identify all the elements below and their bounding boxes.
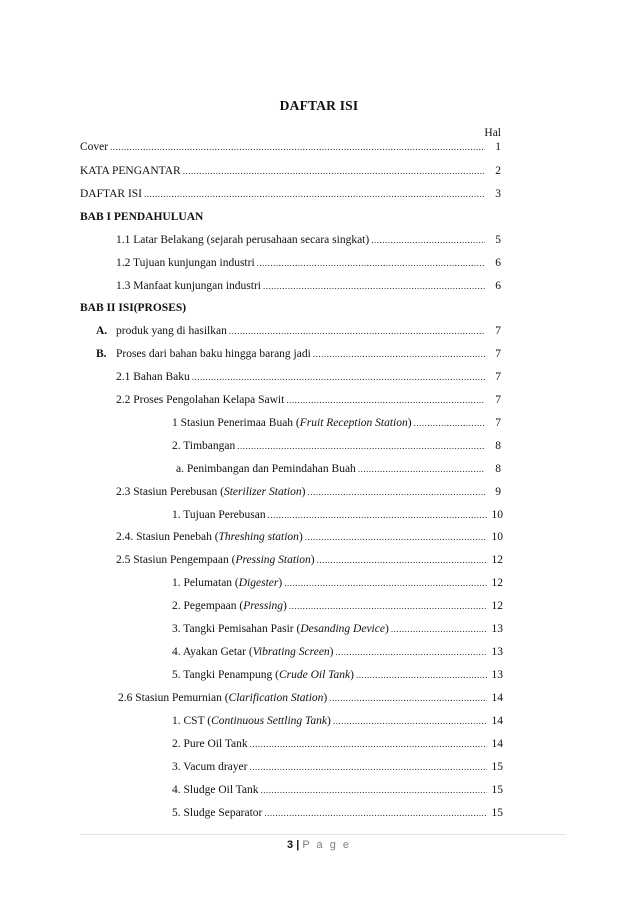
toc-entry xyxy=(116,530,503,544)
toc-entry-text: 5. Tangki Penampung ( xyxy=(172,669,279,681)
toc-dot-leader xyxy=(237,439,485,453)
toc-entry-english-term: Digester xyxy=(238,577,279,589)
toc-page-number: 2 xyxy=(495,165,501,177)
toc-entry xyxy=(80,164,501,178)
toc-entry xyxy=(116,485,501,499)
toc-dot-leader xyxy=(391,622,487,636)
toc-entry-text: ) xyxy=(278,577,283,589)
toc-entry xyxy=(172,806,503,820)
toc-entry-english-term: Fruit Reception Station xyxy=(299,417,408,429)
toc-page-number: 13 xyxy=(491,623,503,635)
toc-entry-text: BAB II ISI(PROSES) xyxy=(80,302,187,314)
toc-dot-leader xyxy=(307,485,485,499)
toc-entry-text: 2. Pure Oil Tank xyxy=(172,738,248,750)
toc-entry-label xyxy=(116,485,305,499)
toc-entry xyxy=(172,645,503,659)
toc-entry-label xyxy=(172,416,412,430)
toc-entry xyxy=(80,187,501,201)
toc-page-number: 7 xyxy=(495,348,501,360)
toc-entry-text: a. Penimbangan dan Pemindahan Buah xyxy=(176,463,356,475)
toc-entry-label xyxy=(116,530,303,544)
toc-entry-text: KATA PENGANTAR xyxy=(80,165,181,177)
toc-dot-leader xyxy=(110,140,485,154)
toc-entry-text: 2.4. Stasiun Penebah ( xyxy=(116,531,219,543)
toc-entry-text: produk yang di hasilkan xyxy=(116,325,227,337)
toc-dot-leader xyxy=(371,233,485,247)
footer-divider xyxy=(80,834,566,835)
toc-dot-leader xyxy=(286,393,485,407)
toc-entry-text: ) xyxy=(326,715,331,727)
page-column-header: Hal xyxy=(484,127,501,139)
toc-entry-text: 2.3 Stasiun Perebusan ( xyxy=(116,486,224,498)
toc-dot-leader xyxy=(333,714,487,728)
toc-page-number: 8 xyxy=(495,440,501,452)
toc-dot-leader xyxy=(305,530,487,544)
toc-page-number: 7 xyxy=(495,417,501,429)
toc-entry xyxy=(116,370,501,384)
toc-dot-leader xyxy=(289,599,487,613)
toc-dot-leader xyxy=(414,416,485,430)
toc-page-number: 12 xyxy=(491,554,503,566)
toc-dot-leader xyxy=(264,806,487,820)
toc-entry xyxy=(116,553,503,567)
toc-dot-leader xyxy=(183,164,485,178)
toc-entry-letter: A. xyxy=(96,325,108,337)
toc-page-number: 15 xyxy=(491,807,503,819)
toc-entry-english-term: Pressing xyxy=(243,600,284,612)
toc-entry-english-term: Crude Oil Tank xyxy=(278,669,351,681)
toc-entry xyxy=(116,393,501,407)
toc-entry-text: ) xyxy=(329,646,334,658)
toc-entry xyxy=(172,508,503,522)
toc-entry-label xyxy=(172,714,331,728)
toc-entry-label xyxy=(172,806,262,820)
toc-page-number: 6 xyxy=(495,257,501,269)
toc-entry-text: 1.1 Latar Belakang (sejarah perusahaan secara singkat) xyxy=(116,234,370,246)
toc-entry xyxy=(116,256,501,270)
toc-entry-text: 1. Tujuan Perebusan xyxy=(172,509,266,521)
toc-chapter-heading xyxy=(80,210,501,224)
toc-entry-text: 2. Pegempaan ( xyxy=(172,600,244,612)
toc-entry-text: ) xyxy=(384,623,389,635)
toc-entry xyxy=(80,140,501,154)
toc-page-number: 13 xyxy=(491,646,503,658)
toc-entry-text: BAB I PENDAHULUAN xyxy=(80,211,204,223)
toc-entry xyxy=(116,279,501,293)
toc-page-number: 10 xyxy=(491,531,503,543)
toc-entry-label xyxy=(80,187,142,201)
toc-entry-english-term: Sterilizer Station xyxy=(223,486,302,498)
footer-page-word: P a g e xyxy=(302,839,351,851)
toc-page-number: 15 xyxy=(491,784,503,796)
toc-dot-leader xyxy=(192,370,485,384)
toc-entry-text: Cover xyxy=(80,141,109,153)
toc-entry-text: ) xyxy=(298,531,303,543)
toc-entry-text: 1.3 Manfaat kunjungan industri xyxy=(116,280,262,292)
toc-entry-text: DAFTAR ISI xyxy=(80,188,143,200)
toc-dot-leader xyxy=(229,324,485,338)
toc-entry-letter: B. xyxy=(96,348,107,360)
toc-page-number: 3 xyxy=(495,188,501,200)
toc-entry-text: 2.5 Stasiun Pengempaan ( xyxy=(116,554,236,566)
toc-dot-leader xyxy=(144,187,485,201)
toc-page-number: 8 xyxy=(495,463,501,475)
toc-entry-label xyxy=(96,347,311,361)
toc-entry-text: ) xyxy=(301,486,306,498)
toc-entry-text: 4. Ayakan Getar ( xyxy=(172,646,253,658)
toc-entry-english-term: Threshing station xyxy=(218,531,299,543)
toc-entry-english-term: Desanding Device xyxy=(300,623,385,635)
toc-entry-label xyxy=(116,553,315,567)
toc-entry xyxy=(172,714,503,728)
toc-entry xyxy=(172,599,503,613)
toc-page-number: 14 xyxy=(491,738,503,750)
toc-entry-label xyxy=(172,737,248,751)
toc-entry xyxy=(116,233,501,247)
toc-entry xyxy=(172,576,503,590)
toc-page-number: 14 xyxy=(491,715,503,727)
toc-entry-text: 2.2 Proses Pengolahan Kelapa Sawit xyxy=(116,394,285,406)
toc-entry-text: ) xyxy=(310,554,315,566)
toc-entry-text: 3. Tangki Pemisahan Pasir ( xyxy=(172,623,301,635)
toc-entry-label xyxy=(172,622,389,636)
toc-entry-text: 1. Pelumatan ( xyxy=(172,577,239,589)
page-footer xyxy=(0,839,638,851)
toc-entry xyxy=(172,737,503,751)
toc-page-number: 15 xyxy=(491,761,503,773)
toc-entry-label xyxy=(172,439,235,453)
toc-page-number: 1 xyxy=(495,141,501,153)
toc-entry xyxy=(172,439,501,453)
toc-entry-label xyxy=(172,668,354,682)
toc-dot-leader xyxy=(250,737,487,751)
toc-entry-text: 2.6 Stasiun Pemurnian ( xyxy=(118,692,229,704)
toc-chapter-heading xyxy=(80,301,501,315)
toc-dot-leader xyxy=(284,576,487,590)
toc-entry xyxy=(176,462,501,476)
toc-entry-text: 4. Sludge Oil Tank xyxy=(172,784,259,796)
toc-page-number: 7 xyxy=(495,371,501,383)
toc-entry-label xyxy=(172,760,247,774)
toc-page-number: 14 xyxy=(491,692,503,704)
toc-dot-leader xyxy=(356,668,487,682)
toc-entry-english-term: Pressing Station xyxy=(235,554,311,566)
toc-entry-english-term: Clarification Station xyxy=(228,692,324,704)
toc-dot-leader xyxy=(257,256,485,270)
toc-entry-label xyxy=(172,508,266,522)
toc-entry-label xyxy=(80,140,108,154)
toc-entry xyxy=(172,622,503,636)
toc-entry-label xyxy=(118,691,327,705)
toc-entry xyxy=(96,324,501,338)
toc-entry-label xyxy=(172,783,259,797)
toc-entry-text: ) xyxy=(407,417,412,429)
toc-entry xyxy=(172,783,503,797)
toc-page-number: 12 xyxy=(491,600,503,612)
toc-entry-label xyxy=(172,576,282,590)
toc-entry-text: 1. CST ( xyxy=(172,715,212,727)
toc-entry-text: Proses dari bahan baku hingga barang jadi xyxy=(116,348,311,360)
toc-title: DAFTAR ISI xyxy=(279,98,359,113)
toc-entry-text: ) xyxy=(283,600,287,612)
toc-entry-label xyxy=(96,324,227,338)
toc-entry-label xyxy=(116,393,284,407)
toc-entry-text: 2.1 Bahan Baku xyxy=(116,371,190,383)
toc-page-number: 7 xyxy=(495,325,501,337)
toc-page-number: 6 xyxy=(495,280,501,292)
toc-entry xyxy=(96,347,501,361)
toc-page-number: 13 xyxy=(491,669,503,681)
toc-entry-label xyxy=(116,233,369,247)
footer-page-number: 3 xyxy=(287,839,294,851)
toc-entry-label xyxy=(80,301,186,315)
toc-entry-text: ) xyxy=(350,669,354,681)
toc-entry xyxy=(172,416,501,430)
toc-entry-text: ) xyxy=(323,692,328,704)
toc-dot-leader xyxy=(249,760,487,774)
toc-entry-label xyxy=(116,370,190,384)
toc-entry-text: 1 Stasiun Penerimaa Buah ( xyxy=(172,417,300,429)
toc-entry-label xyxy=(116,279,261,293)
toc-dot-leader xyxy=(317,553,487,567)
toc-entry xyxy=(172,668,503,682)
toc-entry-text: 3. Vacum drayer xyxy=(172,761,248,773)
toc-entry-text: 1.2 Tujuan kunjungan industri xyxy=(116,257,255,269)
toc-page-number: 9 xyxy=(495,486,501,498)
toc-dot-leader xyxy=(313,347,485,361)
toc-entry-text: 2. Timbangan xyxy=(172,440,236,452)
toc-dot-leader xyxy=(358,462,485,476)
toc-page-number: 5 xyxy=(495,234,501,246)
toc-entry-label xyxy=(80,164,181,178)
toc-entry xyxy=(172,760,503,774)
toc-entry-label xyxy=(80,210,203,224)
toc-entry-text: 5. Sludge Separator xyxy=(172,807,263,819)
toc-entry-english-term: Continuous Settling Tank xyxy=(211,715,327,727)
toc-dot-leader xyxy=(268,508,487,522)
toc-entry-label xyxy=(172,645,334,659)
toc-dot-leader xyxy=(329,691,487,705)
footer-separator: | xyxy=(296,839,300,851)
toc-entry-label xyxy=(172,599,287,613)
toc-page-number: 7 xyxy=(495,394,501,406)
toc-dot-leader xyxy=(336,645,487,659)
toc-entry xyxy=(118,691,503,705)
toc-entry-label xyxy=(116,256,255,270)
toc-page-number: 10 xyxy=(491,509,503,521)
toc-dot-leader xyxy=(261,783,487,797)
toc-entry-english-term: Vibrating Screen xyxy=(252,646,330,658)
toc-page-number: 12 xyxy=(491,577,503,589)
toc-dot-leader xyxy=(263,279,485,293)
toc-entry-label xyxy=(176,462,356,476)
